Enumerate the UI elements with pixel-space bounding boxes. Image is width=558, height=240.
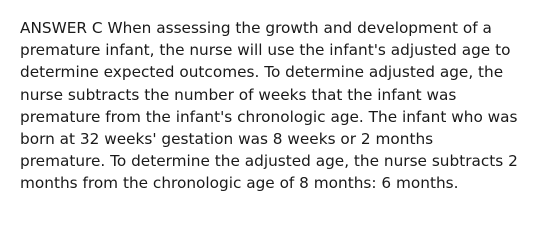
answer-text: ANSWER C When assessing the growth and development of a premature infant, the nurse will use the infant's adjusted age to determine expected outcomes. To determine adjusted age, the nurse subtracts the number of weeks that the infant was premature from the infant's chronologic age. The infant who was born at 32 weeks' gestation was 8 weeks or 2 months premature. To determine the adjusted age, the nurse subtracts 2 months from the chronologic age of 8 months: 6 months.: [20, 19, 518, 193]
